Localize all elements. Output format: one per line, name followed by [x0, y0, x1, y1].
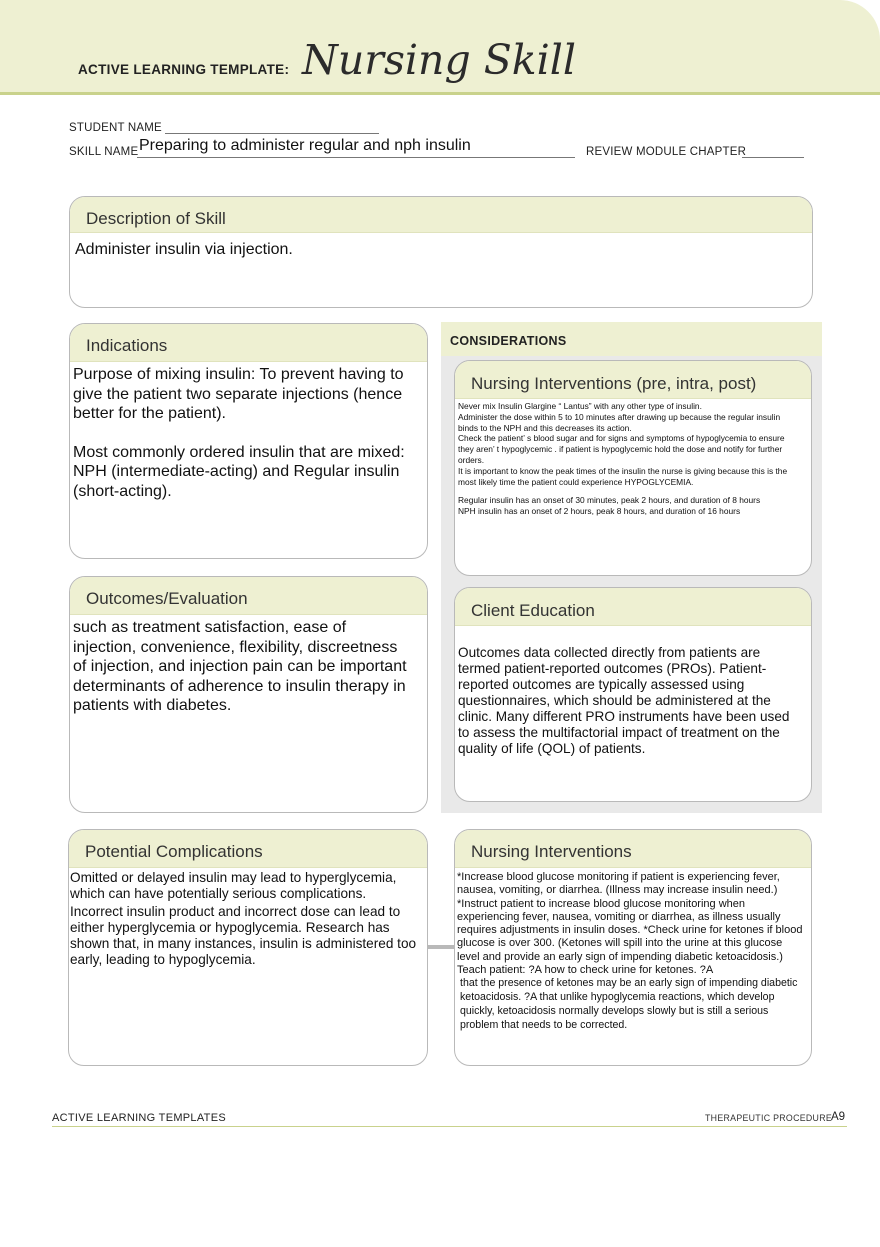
description-box: [69, 196, 813, 308]
intervention-line: they aren’ t hypoglycemic . if patient is hypoglycemic hold the dose and notify for further: [458, 444, 783, 455]
description-heading: Description of Skill: [70, 197, 812, 233]
indications-paragraph: Most commonly ordered insulin that are mixed: NPH (intermediate-acting) and Regular insulin (short-acting).: [73, 443, 405, 500]
nursing-interventions-bottom-paragraph: *Increase blood glucose monitoring if patient is experiencing fever, nausea, vomiting, or diarrhea. (Illness may increase insulin need.) *Instruct patient to increase blood glucose monitoring when experiencing fever, nausea, vomiting or diarrhea, as illness usually requires adjustments in insulin doses. *Check urine for ketones if blood glucose is over 300. (Ketones will spill into the urine at this glucose level and provide an early sign of impending diabetic ketoacidosis.) Teach patient: ?A how to check urine for ketones. ?A: [457, 871, 803, 977]
connector-bar: [428, 945, 454, 949]
intervention-line: binds to the NPH and this decreases its action.: [458, 422, 632, 433]
footer-rule: [52, 1126, 847, 1127]
student-name-field[interactable]: [165, 133, 379, 134]
client-education-text: Outcomes data collected directly from patients are termed patient-reported outcomes (PROs). Patient-reported outcomes are typically assessed using questionnaires, which should be administered at the clinic. Many different PRO instruments have been used to assess the multifactorial impact of treatment on the quality of life (QOL) of patients.: [458, 645, 790, 756]
footer-left: ACTIVE LEARNING TEMPLATES: [52, 1112, 226, 1124]
nursing-interventions-bottom-text: [457, 871, 803, 1033]
indications-box: [69, 323, 428, 559]
intervention-line: Check the patient’ s blood sugar and for signs and symptoms of hypoglycemia to ensure: [458, 433, 785, 444]
client-education-box: [454, 587, 812, 802]
nursing-interventions-bottom-heading: Nursing Interventions: [455, 830, 811, 868]
description-text: Administer insulin via injection.: [75, 241, 293, 258]
skill-name-value: Preparing to administer regular and nph insulin: [139, 137, 471, 154]
nursing-interventions-text: [458, 401, 805, 517]
template-label: ACTIVE LEARNING TEMPLATE:: [78, 62, 290, 77]
page-number: A9: [831, 1111, 846, 1123]
footer-right: THERAPEUTIC PROCEDURE: [705, 1113, 833, 1123]
nursing-interventions-heading: Nursing Interventions (pre, intra, post): [455, 361, 811, 399]
indications-heading: Indications: [70, 324, 427, 362]
nursing-interventions-bottom-box: [454, 829, 812, 1066]
client-education-heading: Client Education: [455, 588, 811, 626]
nursing-interventions-box: [454, 360, 812, 576]
indications-text: [73, 365, 409, 501]
complications-text: [70, 870, 417, 968]
intervention-line: It is important to know the peak times of the insulin the nurse is giving because this is the: [458, 465, 788, 476]
outcomes-text: such as treatment satisfaction, ease of injection, convenience, flexibility, discreetness of injection, and injection pain can be important determinants of adherence to insulin therapy in patients with diabetes.: [73, 619, 407, 714]
review-module-label: REVIEW MODULE CHAPTER: [586, 146, 747, 158]
intervention-line: Regular insulin has an onset of 30 minutes, peak 2 hours, and duration of 8 hours: [458, 495, 761, 506]
intervention-line: NPH insulin has an onset of 2 hours, peak 8 hours, and duration of 16 hours: [458, 506, 741, 517]
complications-box: [68, 829, 428, 1066]
skill-name-label: SKILL NAME: [69, 146, 139, 158]
considerations-label: CONSIDERATIONS: [450, 334, 567, 348]
intervention-line: [458, 487, 805, 495]
nursing-interventions-bottom-paragraph: that the presence of ketones may be an early sign of impending diabetic ketoacidosis. ?A that unlike hypoglycemia reactions, which develop quickly, ketoacidosis normally develops slowly but is still a serious problem that needs to be corrected.: [460, 977, 798, 1031]
student-name-label: STUDENT NAME: [69, 122, 162, 134]
intervention-line: orders.: [458, 454, 485, 465]
complications-paragraph: Omitted or delayed insulin may lead to hyperglycemia, which can have potentially serious complications.: [70, 870, 397, 901]
outcomes-box: [69, 576, 428, 813]
intervention-line: Administer the dose within 5 to 10 minutes after drawing up because the regular insulin: [458, 411, 781, 422]
outcomes-heading: Outcomes/Evaluation: [70, 577, 427, 615]
review-module-field[interactable]: [742, 157, 804, 158]
complications-heading: Potential Complications: [69, 830, 427, 868]
page-title: Nursing Skill: [302, 36, 576, 84]
intervention-line: Never mix Insulin Glargine “ Lantus” with any other type of insulin.: [458, 401, 702, 411]
indications-paragraph: Purpose of mixing insulin: To prevent having to give the patient two separate injections (hence better for the patient).: [73, 366, 404, 422]
complications-paragraph: Incorrect insulin product and incorrect dose can lead to either hyperglycemia or hypoglycemia. Research has shown that, in many instances, insulin is administered too early, leading to hypoglycemia.: [70, 904, 417, 967]
intervention-line: most likely time the patient could experience HYPOGLYCEMIA.: [458, 476, 694, 487]
skill-name-field[interactable]: [137, 157, 575, 158]
